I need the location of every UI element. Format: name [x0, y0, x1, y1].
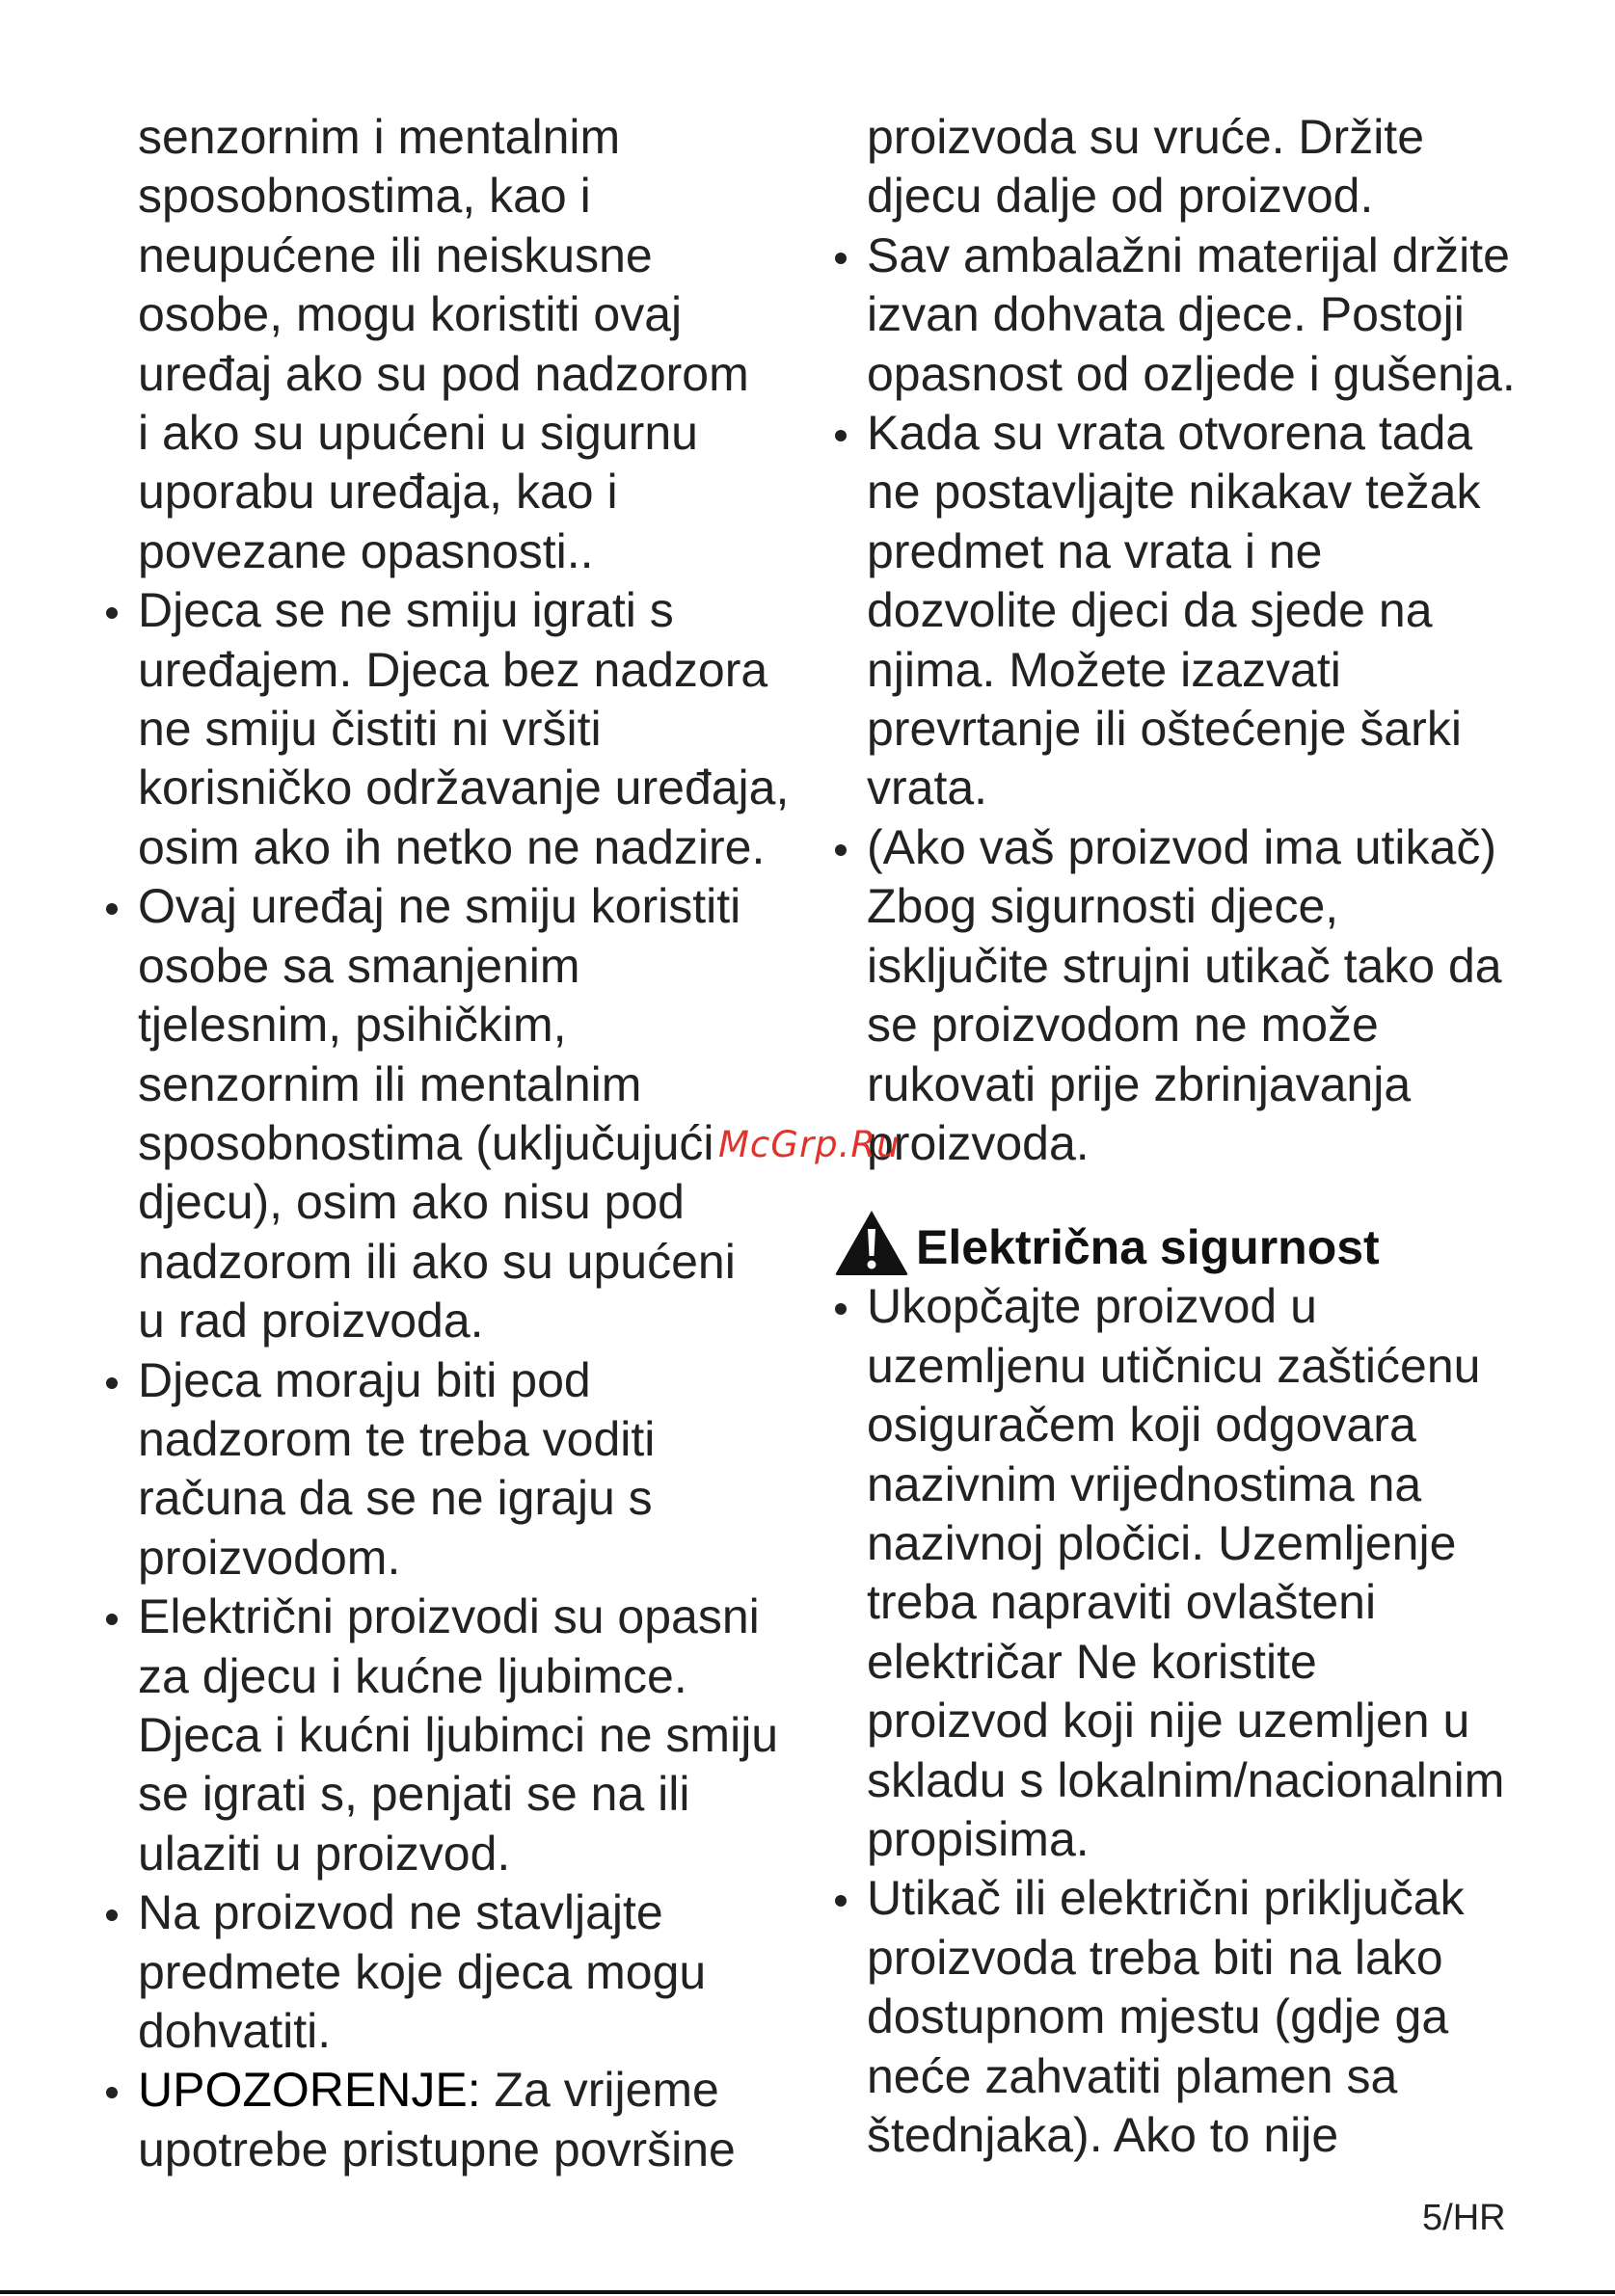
text-line: uređajem. Djeca bez nadzora	[138, 642, 768, 697]
text-line: uzemljenu utičnicu zaštićenu	[867, 1338, 1481, 1393]
text-line: nadzorom te treba voditi	[138, 1411, 656, 1466]
text-line: u rad proizvoda.	[138, 1294, 484, 1348]
text-line: Ukopčajte proizvod u	[867, 1279, 1317, 1334]
bullet-item	[833, 227, 1537, 404]
bullet-item	[833, 1277, 1537, 1869]
text-line: predmete koje djeca mogu	[138, 1944, 707, 1999]
text-line: neupućene ili neiskusne	[138, 227, 653, 282]
text-line: osobe, mogu koristiti ovaj	[138, 287, 683, 342]
text-line: nazivnoj pločici. Uzemljenje	[867, 1515, 1457, 1570]
text-line: Kada su vrata otvorena tada	[867, 406, 1473, 461]
text-line: Sav ambalažni materijal držite	[867, 227, 1510, 282]
bottom-divider	[0, 2290, 1615, 2294]
text-line: dohvatiti.	[138, 2004, 332, 2058]
text-line: sposobnostima, kao i	[138, 169, 591, 224]
page-number: 5/HR	[1422, 2198, 1506, 2238]
text-line: ne smiju čistiti ni vršiti	[138, 702, 602, 757]
text-line: Na proizvod ne stavljajte	[138, 1885, 663, 1940]
text-line: neće zahvatiti plamen sa	[867, 2048, 1398, 2103]
text-line: predmet na vrata i ne	[867, 523, 1323, 578]
text-line: ulaziti u proizvod.	[138, 1826, 511, 1881]
text-line: korisničko održavanje uređaja,	[138, 761, 790, 815]
text-line: isključite strujni utikač tako da	[867, 938, 1502, 993]
warning-text: Za vrijeme	[480, 2063, 719, 2118]
bullet-item	[104, 1883, 808, 2061]
text-line: Zbog sigurnosti djece,	[867, 879, 1339, 934]
bullet-item	[104, 877, 808, 1350]
text-line: električar Ne koristite	[867, 1634, 1317, 1689]
text-line: proizvodom.	[138, 1530, 401, 1585]
left-column	[104, 108, 808, 2179]
text-line: Djeca i kućni ljubimci ne smiju	[138, 1707, 779, 1762]
text-line: za djecu i kućne ljubimce.	[138, 1648, 687, 1703]
text-line: proizvoda.	[867, 1115, 1090, 1170]
text-line: vrata.	[867, 761, 988, 815]
text-line: proizvoda su vruće. Držite	[867, 110, 1425, 164]
text-line: izvan dohvata djece. Postoji	[867, 287, 1465, 342]
section-heading	[833, 1206, 1537, 1277]
warning-bullet-item	[104, 2061, 808, 2179]
text-line: uporabu uređaja, kao i	[138, 465, 618, 520]
text-line: dostupnom mjestu (gdje ga	[867, 1989, 1449, 2044]
intro-paragraph	[104, 108, 808, 581]
text-line: povezane opasnosti..	[138, 523, 594, 578]
warning-triangle-icon	[833, 1208, 910, 1277]
text-line: propisima.	[867, 1811, 1090, 1866]
text-line: djecu dalje od proizvod.	[867, 169, 1374, 224]
text-line: upotrebe pristupne površine	[138, 2122, 736, 2176]
text-line: štednjaka). Ako to nije	[867, 2108, 1339, 2162]
text-line: (Ako vaš proizvod ima utikač)	[867, 819, 1497, 874]
text-line: opasnost od ozljede i gušenja.	[867, 346, 1516, 401]
text-line: dozvolite djeci da sjede na	[867, 583, 1433, 638]
text-line: i ako su upućeni u sigurnu	[138, 406, 698, 461]
text-line: Utikač ili električni priključak	[867, 1871, 1465, 1926]
text-line: nadzorom ili ako su upućeni	[138, 1234, 736, 1289]
text-line: računa da se ne igraju s	[138, 1471, 653, 1526]
text-line: osim ako ih netko ne nadzire.	[138, 819, 766, 874]
text-line: djecu), osim ako nisu pod	[138, 1175, 685, 1230]
warning-label: UPOZORENJE:	[138, 2063, 481, 2118]
text-line: treba napraviti ovlašteni	[867, 1575, 1377, 1630]
bullet-item	[833, 818, 1537, 1173]
bullet-item	[104, 1588, 808, 1883]
text-line: se igrati s, penjati se na ili	[138, 1767, 690, 1822]
watermark: McGrp.Ru	[718, 1124, 901, 1165]
bullet-item	[833, 1869, 1537, 2165]
text-line: proizvoda treba biti na lako	[867, 1930, 1443, 1985]
continuation-paragraph	[833, 108, 1537, 227]
text-line: Električni proizvodi su opasni	[138, 1589, 760, 1644]
section-heading-text: Električna sigurnost	[916, 1220, 1380, 1275]
text-line: Djeca moraju biti pod	[138, 1352, 591, 1407]
text-line	[138, 2061, 808, 2120]
text-line: osobe sa smanjenim	[138, 938, 580, 993]
text-line: se proizvodom ne može	[867, 998, 1379, 1053]
text-line: njima. Možete izazvati	[867, 642, 1341, 697]
bullet-item	[833, 404, 1537, 818]
text-line: ne postavljajte nikakav težak	[867, 465, 1481, 520]
text-line: osiguračem koji odgovara	[867, 1398, 1416, 1453]
text-line: proizvod koji nije uzemljen u	[867, 1694, 1470, 1749]
text-line: senzornim i mentalnim	[138, 110, 621, 164]
text-line: nazivnim vrijednostima na	[867, 1456, 1422, 1511]
text-line: senzornim ili mentalnim	[138, 1056, 642, 1111]
text-line: tjelesnim, psihičkim,	[138, 998, 567, 1053]
right-column	[833, 108, 1537, 2165]
text-line: sposobnostima (uključujući	[138, 1115, 714, 1170]
text-line: Ovaj uređaj ne smiju koristiti	[138, 879, 741, 934]
text-line: Djeca se ne smiju igrati s	[138, 583, 674, 638]
text-line: rukovati prije zbrinjavanja	[867, 1056, 1412, 1111]
text-line: uređaj ako su pod nadzorom	[138, 346, 749, 401]
bullet-item	[104, 1351, 808, 1589]
text-line: prevrtanje ili oštećenje šarki	[867, 702, 1462, 757]
bullet-item	[104, 581, 808, 877]
text-line: skladu s lokalnim/nacionalnim	[867, 1752, 1505, 1807]
